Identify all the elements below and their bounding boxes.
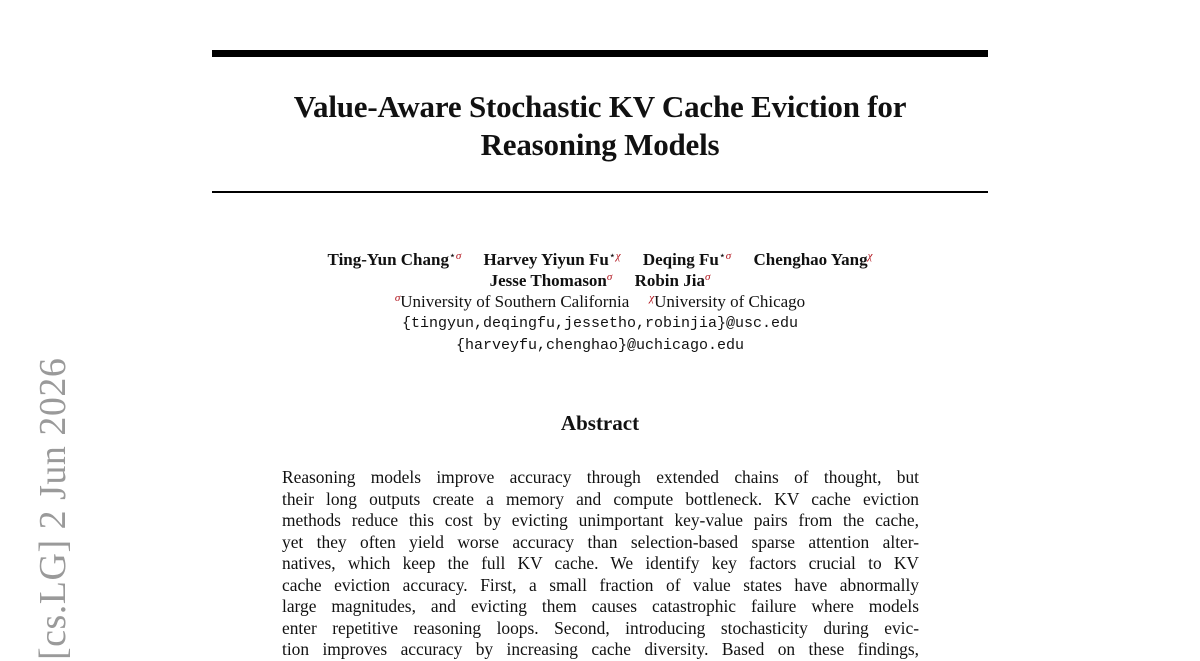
arxiv-stamp: [cs.LG] 2 Jun 2026 (32, 357, 74, 660)
abstract-line: natives, which keep the full KV cache. We identify key factors crucial to KV (282, 553, 919, 573)
author-marks: ⋆σ (718, 250, 732, 262)
abstract-line: yet they often yield worse accuracy than selection-based sparse attention alter- (282, 531, 919, 552)
abstract-heading: Abstract (560, 411, 640, 435)
author: Chenghao Yang$^\chi$ (753, 250, 873, 269)
title-rule (212, 191, 988, 193)
email-uchicago: {harveyfu,chenghao}@uchicago.edu (455, 337, 745, 354)
email-usc: {tingyun,deqingfu,jessetho,robinjia}@usc.edu (401, 315, 799, 332)
author-marks: ⋆χ (608, 250, 621, 262)
author: Jesse Thomason$^\sigma$ (489, 271, 613, 290)
abstract-line: cache eviction accuracy. First, a small fraction of value states have abnormally (282, 574, 919, 595)
affiliations (212, 291, 988, 313)
author: Robin Jia$^\sigma$ (634, 271, 711, 290)
author-marks: σ (704, 271, 711, 283)
affiliation-name: University of Chicago (654, 292, 806, 311)
author: Ting-Yun Chang$^{⋆\sigma}$ (327, 250, 462, 269)
affiliation-mark: σ (394, 292, 401, 304)
abstract-body (282, 467, 919, 661)
abstract-line: their long outputs create a memory and compute bottleneck. KV cache eviction (282, 488, 919, 509)
author-row-1 (212, 249, 988, 270)
abstract-line: Reasoning models improve accuracy through extended chains of thought, but (282, 467, 919, 487)
author-row-2 (212, 270, 988, 291)
abstract-line: methods reduce this cost by evicting unimportant key-value pairs from the cache, (282, 510, 919, 530)
title-line-2: Reasoning Models (480, 127, 720, 162)
top-rule (212, 50, 988, 57)
abstract-line: enter repetitive reasoning loops. Second, introducing stochasticity during evic- (282, 617, 919, 638)
author: Deqing $Fu^{⋆\sigma}$ (642, 250, 732, 269)
author: Harvey Yiyun $Fu^{⋆\chi}$ (483, 250, 621, 269)
abstract-line: tion improves accuracy by increasing cache diversity. Based on these findings, (282, 639, 919, 659)
author-marks: ⋆σ (448, 250, 462, 262)
author-marks: σ (606, 271, 613, 283)
author-marks: χ (867, 250, 873, 262)
affiliation-name: University of Southern California (400, 292, 630, 311)
paper-title (212, 88, 988, 164)
author-list (212, 249, 988, 291)
title-line-1: Value-Aware Stochastic KV Cache Eviction for (293, 89, 907, 124)
affiliation-mark: χ (649, 292, 655, 304)
abstract-line: large magnitudes, and evicting them causes catastrophic failure where models (282, 596, 919, 616)
